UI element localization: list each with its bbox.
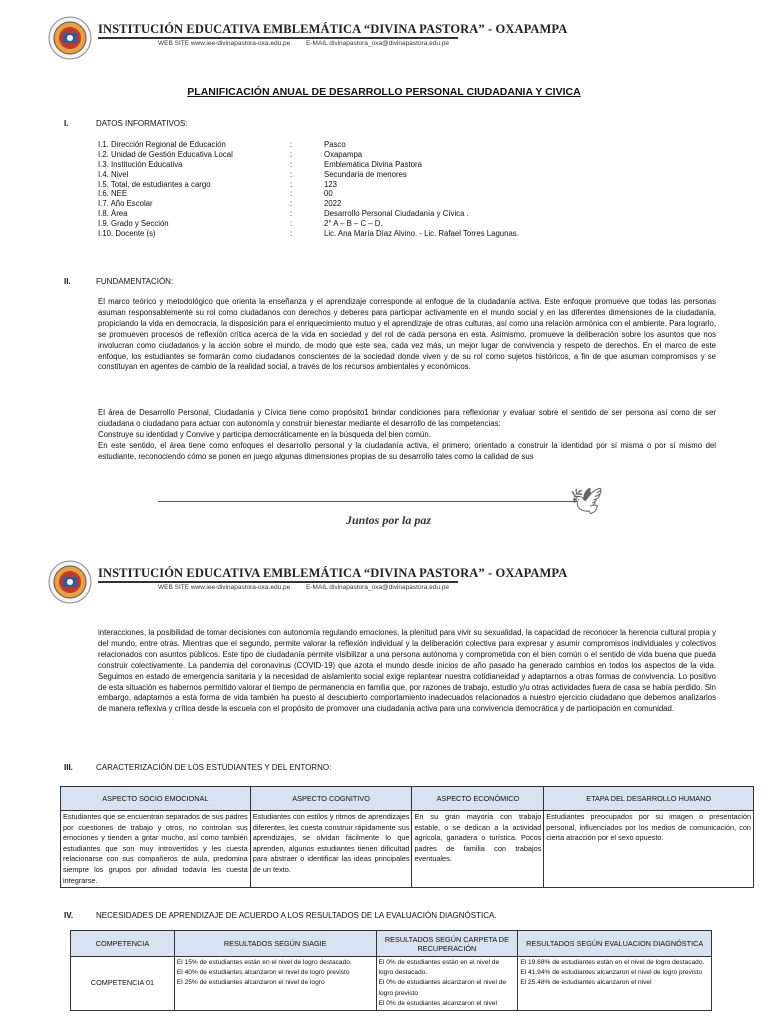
info-colon: :: [290, 229, 293, 239]
school-crest-icon: [48, 16, 92, 60]
info-colon: :: [290, 219, 293, 229]
table-row: [71, 957, 712, 1011]
section-number: I.: [64, 119, 69, 128]
table-cell: [174, 957, 376, 1011]
info-value: Desarrollo Personal Ciudadanía y Cívica .: [324, 209, 469, 219]
fundamentacion-paragraph-4: En este sentido, el área tiene como enfoques el desarrollo personal y la ciudadanía activa, el primero; orientado a construir la identidad por sí misma o por sí mismo del estudiante, reconociendo cómo se ponen en juego algunas dimensiones propias de su desarrollo tales como la calidad de sus: [98, 441, 716, 461]
competencia-label: COMPETENCIA 01: [90, 978, 155, 988]
result-line: El 0% de estudiantes alcanzaron el nivel: [378, 999, 497, 1007]
info-value: Lic. Ana María Díaz Alvino. - Lic. Rafael Torres Lagunas.: [324, 229, 519, 239]
table-header: RESULTADOS SEGÚN SIAGIE: [174, 931, 376, 957]
info-value: Emblemática Divina Pastora: [324, 159, 422, 169]
document-title: PLANIFICACIÓN ANUAL DE DESARROLLO PERSONAL CIUDADANIA Y CIVICA: [187, 86, 581, 98]
info-value: Secundaria de menores: [324, 169, 407, 179]
table-cell: Estudiantes con estilos y ritmos de aprendizajes diferentes, les cuesta construir rápidamente sus aprendizajes, se olvidan fácilmente lo que aprenden, algunos estudiantes tienen dificultad para abstraer o identificar las ideas principales de un texto.: [250, 811, 412, 888]
info-colon: :: [290, 149, 293, 159]
fundamentacion-paragraph-1: El marco teórico y metodológico que orienta la enseñanza y el aprendizaje corresponde al enfoque de la ciudadanía activa. Este enfoque promueve que todas las personas asuman responsablemente su rol como ciudadanos con derechos y deberes para participar activamente en el mundo social y en las diferentes dimensiones de la ciudadanía, propiciando la vida en democracia, la disposición para el enriquecimiento mutuo y el aprendizaje de otras culturas, así como una relación armónica con el ambiente. Para lograrlo, se promueven procesos de reflexión crítica acerca de la vida en sociedad y del rol de cada persona en esta. Asimismo, promueve la deliberación sobre los asuntos que nos involucran como ciudadanos y la acción sobre el mundo, de modo que este sea, cada vez más, un mejor lugar de convivencia y respeto de derechos. En el marco de este enfoque, los estudiantes se formarán como ciudadanos conscientes de la sociedad donde viven y de su rol como sujetos históricos, a fin de que asuman compromisos y se constituyan en agentes de cambio de la realidad social, a través de los recursos ambientales y económicos.: [98, 297, 716, 372]
section-number: III.: [64, 763, 73, 772]
info-value: 2022: [324, 199, 342, 209]
section-number: II.: [64, 277, 71, 286]
table-cell: Estudiantes que se encuentran separados de sus padres por cuestiones de trabajo y otros, no controlan sus emociones y tienden a gritar mucho, así como también estudiantes que son muy introvertidos y les cuesta relacionarse con sus compañeros de aula, predomina siempre los grupos por afinidad todavía les cuesta integrarse.: [61, 811, 251, 888]
header-rule: [98, 581, 458, 583]
table-cell: En su gran mayoría con trabajo estable, o se dedican a la actividad agrícola, ganadera o turística. Pocos padres de familia con trabajos eventuales.: [412, 811, 544, 888]
section-title: NECESIDADES DE APRENDIZAJE DE ACUERDO A LOS RESULTADOS DE LA EVALUACIÓN DIAGNÓSTICA.: [96, 911, 497, 920]
section-title: FUNDAMENTACIÓN:: [96, 277, 174, 286]
info-label: I.4. Nivel: [98, 169, 129, 179]
section-title: CARACTERIZACIÓN DE LOS ESTUDIANTES Y DEL ENTORNO:: [96, 763, 332, 772]
website-text: WEB SITE www.iee-divinapastora-oxa.edu.pe: [158, 584, 291, 591]
table-header: COMPETENCIA: [71, 931, 175, 957]
result-line: El 25% de estudiantes alcanzaron el nivel de logro: [176, 979, 325, 987]
fundamentacion-paragraph-5: interacciones, la posibilidad de tomar decisiones con autonomía regulando emociones, la plenitud para vivir su sexualidad, la capacidad de reconocer la herencia cultural propia y del mundo, entre otras. Mientras que el segundo, permite valorar la reflexión individual y la deliberación colectiva para expresar y asumir compromisos individuales y colectivos relacionados con asuntos públicos. Este tipo de ciudadanía permite visibilizar a una persona autónoma y comprometida con el bien común o el sentido de vida buena que pueda construir colectivamente. La pandemia del coronavirus (COVID-19) que azota el mundo desde inicios de año pasado ha generado cambios en todos los aspectos de la vida. Seguimos en estado de emergencia sanitaria y la necesidad de aislamiento social exige replantear nuestra cotidianeidad y adaptarnos a otras formas de convivencia. Lo positivo de esta situación es habernos permitido valorar el tiempo de permanencia en familia que, por razones de trabajo, estudio y/u otras actividades fuera de casa se había perdido. Sin embargo, adaptarnos a esta forma de vida también ha puesto al descubierto comportamiento inadecuados relacionados a nuestro ejercicio ciudadano que debemos analizarlos de manera reflexiva y crítica desde la escuela con el propósito de promover una ciudadanía activa para una convivencia democrática y de participación en comunidad.: [98, 628, 716, 714]
email-text: E-MAIL divinapastora_oxa@divinapastora.edu.pe: [306, 584, 449, 591]
info-label: I.1. Dirección Regional de Educación: [98, 140, 226, 149]
page-header: [48, 16, 568, 76]
table-cell: Estudiantes preocupados por su imagen o presentación personal, influenciados por los medios de comunicación, con cierta atracción por el sexo opuesto.: [544, 811, 754, 888]
header-rule: [98, 37, 458, 39]
table-header-row: [71, 931, 712, 957]
table-cell: [376, 957, 518, 1011]
dove-icon: 🕊: [570, 486, 604, 516]
info-value: Oxapampa: [324, 149, 363, 159]
info-label: I.5. Total, de estudiantes a cargo: [98, 179, 211, 189]
table-header: RESULTADOS SEGÚN CARPETA DE RECUPERACIÓN: [376, 931, 518, 957]
table-cell: [71, 957, 175, 1011]
header-contact: [158, 40, 463, 47]
table-header-row: [61, 787, 754, 811]
info-value: 00: [324, 189, 333, 199]
info-label: I.7. Año Escolar: [98, 199, 153, 209]
caracterizacion-table: [60, 786, 754, 888]
info-value: Pasco: [324, 140, 346, 149]
table-header: ASPECTO SOCIO EMOCIONAL: [61, 787, 251, 811]
website-text: WEB SITE www.iee-divinapastora-oxa.edu.pe: [158, 40, 291, 47]
info-colon: :: [290, 179, 293, 189]
result-line: El 15% de estudiantes están en el nivel de logro destacado.: [176, 959, 352, 966]
fundamentacion-paragraph-3: Construye su identidad y Convive y participa democráticamente en la búsqueda del bien común.: [98, 430, 431, 439]
result-line: El 41.94% de estudiantes alcanzaron el nivel de logro previsto: [520, 969, 703, 977]
info-colon: :: [290, 169, 293, 179]
page-header: [48, 560, 568, 620]
table-header: ETAPA DEL DESARROLLO HUMANO: [544, 787, 754, 811]
info-value: 2° A – B – C – D.: [324, 219, 383, 229]
institution-title: INSTITUCIÓN EDUCATIVA EMBLEMÁTICA “DIVINA PASTORA” - OXAPAMPA: [98, 22, 568, 36]
email-text: E-MAIL divinapastora_oxa@divinapastora.edu.pe: [306, 40, 449, 47]
section-number: IV.: [64, 911, 74, 920]
table-header: RESULTADOS SEGÚN EVALUACION DIAGNÓSTICA: [518, 931, 712, 957]
section-title: DATOS INFORMATIVOS:: [96, 119, 188, 128]
header-contact: [158, 584, 463, 591]
info-colon: :: [290, 209, 293, 219]
info-label: I.10. Docente (s): [98, 229, 156, 239]
result-line: El 0% de estudiantes alcanzaron el nivel de logro previsto: [378, 979, 507, 997]
page-footer: [158, 486, 608, 534]
info-colon: :: [290, 159, 293, 169]
necesidades-table: [70, 930, 712, 1011]
result-line: El 25.48% de estudiantes alcanzaron el nivel: [520, 979, 652, 987]
info-colon: :: [290, 140, 293, 149]
footer-rule: [158, 501, 578, 502]
fundamentacion-paragraph-2: El área de Desarrollo Personal, Ciudadanía y Cívica tiene como propósito1 brindar condiciones para reflexionar y evaluar sobre el sentido de ser persona así como de ser ciudadana o ciudadano para actuar con autonomía y construir bienestar mediante el desarrollo de las competencias:: [98, 408, 716, 428]
info-colon: :: [290, 199, 293, 209]
info-value: 123: [324, 179, 338, 189]
result-line: El 19.68% de estudiantes están en el nivel de logro destacado.: [520, 959, 705, 966]
info-colon: :: [290, 189, 293, 199]
footer-motto: Juntos por la paz: [346, 513, 432, 527]
info-label: I.6. NEE: [98, 189, 128, 199]
info-label: I.9. Grado y Sección: [98, 219, 169, 229]
school-crest-icon: [48, 560, 92, 604]
result-line: El 40% de estudiantes alcanzaron el nivel de logro previsto: [176, 969, 350, 977]
info-label: I.2. Unidad de Gestión Educativa Local: [98, 149, 233, 159]
info-label: I.3. Institución Educativa: [98, 159, 183, 169]
result-line: El 0% de estudiantes están en el nivel de logro destacado.: [378, 959, 500, 977]
table-cell: [518, 957, 712, 1011]
table-header: ASPECTO ECONÓMICO: [412, 787, 544, 811]
institution-title: INSTITUCIÓN EDUCATIVA EMBLEMÁTICA “DIVINA PASTORA” - OXAPAMPA: [98, 566, 568, 580]
table-row: [61, 811, 754, 888]
table-header: ASPECTO COGNITIVO: [250, 787, 412, 811]
info-label: I.8. Área: [98, 209, 128, 219]
